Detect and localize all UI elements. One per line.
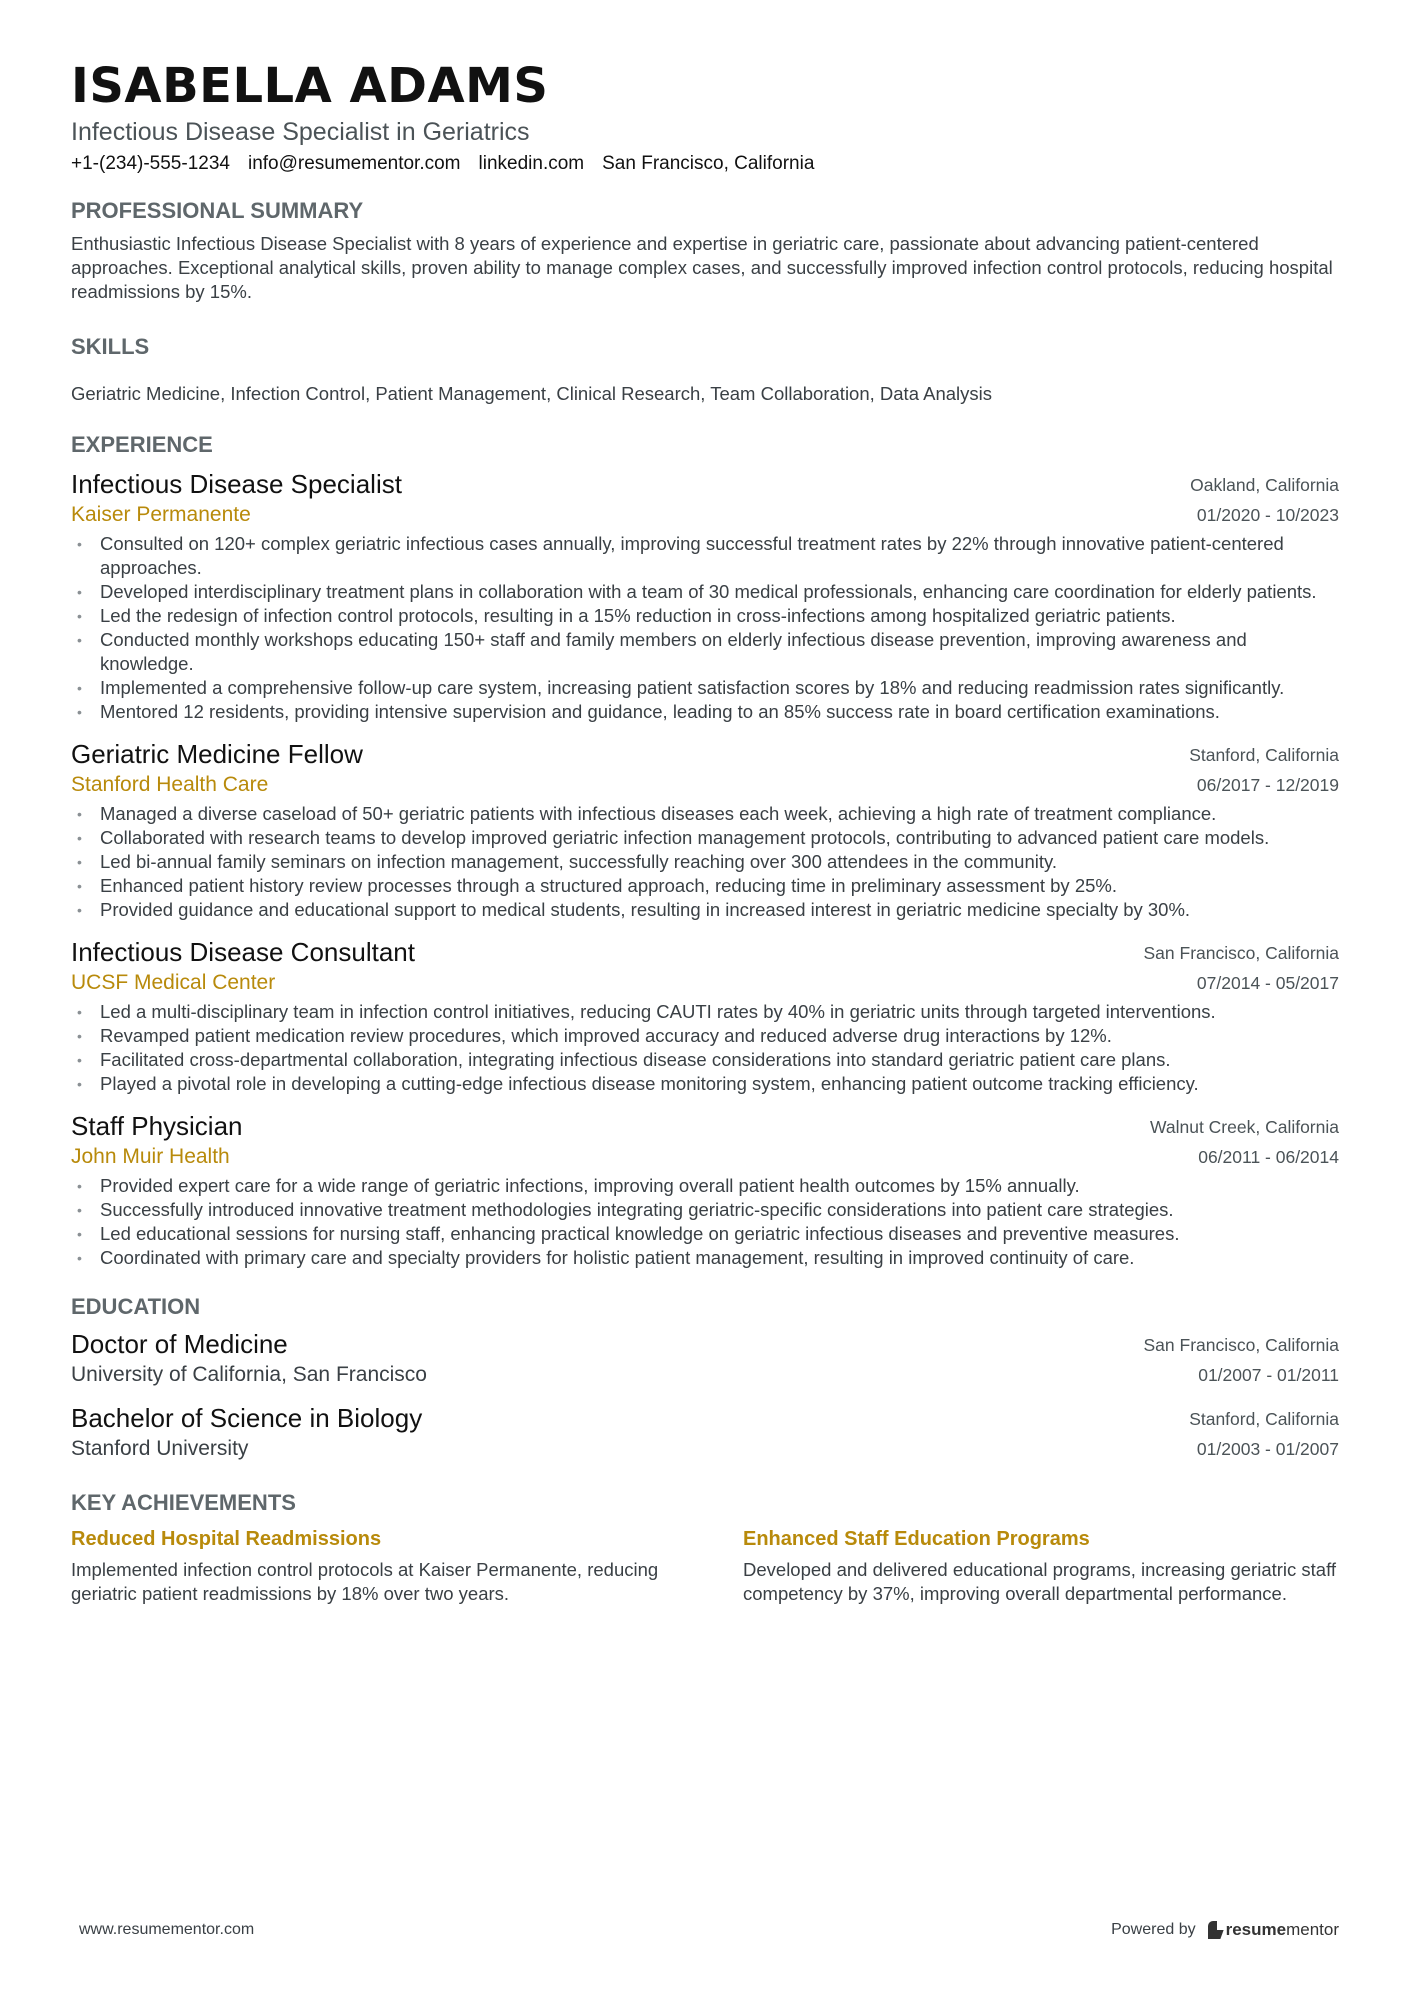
job-bullet: • Conducted monthly workshops educating 150+ staff and family members on elderly infectious disease prevention, improving awareness and knowledge. bbox=[71, 628, 1339, 676]
job-bullet: • Led educational sessions for nursing staff, enhancing practical knowledge on geriatric infectious diseases and preventive measures. bbox=[71, 1222, 1339, 1246]
education-heading: EDUCATION bbox=[71, 1294, 201, 1319]
job-title: Staff Physician bbox=[71, 1111, 243, 1141]
skills-text: Geriatric Medicine, Infection Control, Patient Management, Clinical Research, Team Collaboration, Data Analysis bbox=[71, 383, 992, 404]
job-bullet: • Coordinated with primary care and specialty providers for holistic patient management, resulting in improved continuity of care. bbox=[71, 1246, 1339, 1270]
company-name: Stanford Health Care bbox=[71, 773, 269, 796]
school: University of California, San Francisco bbox=[71, 1363, 427, 1386]
resumementor-logo-icon bbox=[1208, 1921, 1222, 1939]
degree: Doctor of Medicine bbox=[71, 1329, 288, 1359]
company-name: UCSF Medical Center bbox=[71, 971, 276, 994]
job-location: Oakland, California bbox=[1190, 475, 1339, 495]
skills-heading: SKILLS bbox=[71, 334, 150, 359]
job-bullet: • Developed interdisciplinary treatment plans in collaboration with a team of 30 medical professionals, enhancing care coordination for elderly patients. bbox=[71, 580, 1339, 604]
job-dates: 01/2020 - 10/2023 bbox=[1196, 505, 1339, 525]
job-dates: 07/2014 - 05/2017 bbox=[1196, 973, 1339, 993]
job-bullet: • Mentored 12 residents, providing intensive supervision and guidance, leading to an 85% success rate in board certification examinations. bbox=[71, 700, 1339, 724]
education-location: Stanford, California bbox=[1189, 1409, 1339, 1429]
summary-heading: PROFESSIONAL SUMMARY bbox=[71, 198, 364, 223]
school: Stanford University bbox=[71, 1437, 249, 1460]
job-location: San Francisco, California bbox=[1143, 943, 1339, 963]
footer bbox=[79, 1920, 1339, 1940]
job-title: Infectious Disease Specialist bbox=[71, 469, 402, 499]
job-bullet: • Successfully introduced innovative treatment methodologies integrating geriatric-specific considerations into patient care strategies. bbox=[71, 1198, 1339, 1222]
experience-entry bbox=[71, 936, 1339, 1096]
phone: +1-(234)-555-1234 bbox=[71, 153, 230, 174]
achievement-card bbox=[71, 1524, 667, 1606]
achievements-heading: KEY ACHIEVEMENTS bbox=[71, 1490, 296, 1515]
job-bullet: • Provided guidance and educational support to medical students, resulting in increased interest in geriatric medicine specialty by 30%. bbox=[71, 898, 1339, 922]
company-name: John Muir Health bbox=[71, 1145, 230, 1168]
job-bullet: • Revamped patient medication review procedures, which improved accuracy and reduced adverse drug interactions by 12%. bbox=[71, 1024, 1339, 1048]
logo-text-rest: mentor bbox=[1286, 1920, 1339, 1939]
company-name: Kaiser Permanente bbox=[71, 503, 251, 526]
location: San Francisco, California bbox=[602, 153, 815, 174]
job-bullet: • Facilitated cross-departmental collaboration, integrating infectious disease considerations into standard geriatric patient care plans. bbox=[71, 1048, 1339, 1072]
achievement-text: Implemented infection control protocols at Kaiser Permanente, reducing geriatric patient readmissions by 18% over two years. bbox=[71, 1559, 659, 1604]
achievement-text: Developed and delivered educational programs, increasing geriatric staff competency by 37%, improving overall departmental performance. bbox=[743, 1559, 1337, 1604]
job-title: Infectious Disease Consultant bbox=[71, 937, 415, 967]
education-dates: 01/2007 - 01/2011 bbox=[1198, 1365, 1339, 1385]
achievement-card bbox=[743, 1524, 1339, 1606]
achievement-title: Reduced Hospital Readmissions bbox=[71, 1528, 382, 1550]
experience-heading: EXPERIENCE bbox=[71, 432, 213, 457]
job-dates: 06/2011 - 06/2014 bbox=[1198, 1147, 1339, 1167]
job-bullet: • Consulted on 120+ complex geriatric infectious cases annually, improving successful treatment rates by 22% through innovative patient-centered approaches. bbox=[71, 532, 1339, 580]
job-location: Stanford, California bbox=[1189, 745, 1339, 765]
job-bullet: • Managed a diverse caseload of 50+ geriatric patients with infectious diseases each week, achieving a high rate of treatment compliance. bbox=[71, 802, 1339, 826]
candidate-name: ISABELLA ADAMS bbox=[71, 58, 549, 114]
footer-website-link[interactable]: www.resumementor.com bbox=[79, 1921, 255, 1938]
job-bullet: • Led the redesign of infection control protocols, resulting in a 15% reduction in cross-infections among hospitalized geriatric patients. bbox=[71, 604, 1339, 628]
linkedin-link[interactable]: linkedin.com bbox=[478, 153, 585, 174]
contact-row bbox=[71, 150, 1339, 178]
education-entry bbox=[71, 1328, 1339, 1390]
powered-by-label: Powered by bbox=[1111, 1921, 1196, 1938]
achievement-title: Enhanced Staff Education Programs bbox=[743, 1528, 1090, 1550]
job-bullet: • Led a multi-disciplinary team in infection control initiatives, reducing CAUTI rates by 40% in geriatric units through targeted interventions. bbox=[71, 1000, 1339, 1024]
education-entry bbox=[71, 1402, 1339, 1464]
job-title: Geriatric Medicine Fellow bbox=[71, 739, 363, 769]
job-dates: 06/2017 - 12/2019 bbox=[1196, 775, 1339, 795]
degree: Bachelor of Science in Biology bbox=[71, 1403, 423, 1433]
education-dates: 01/2003 - 01/2007 bbox=[1196, 1439, 1339, 1459]
headline: Infectious Disease Specialist in Geriatrics bbox=[71, 118, 530, 146]
job-bullet: • Implemented a comprehensive follow-up care system, increasing patient satisfaction scores by 18% and reducing readmission rates significantly. bbox=[71, 676, 1339, 700]
job-bullet: • Collaborated with research teams to develop improved geriatric infection management protocols, contributing to advanced patient care models. bbox=[71, 826, 1339, 850]
summary-text: Enthusiastic Infectious Disease Specialist with 8 years of experience and expertise in geriatric care, passionate about advancing patient-centered approaches. Exceptional analytical skills, proven ability to manage complex cases, and successfully improved infection control protocols, reducing hospital readmissions by 15%. bbox=[71, 233, 1333, 302]
job-location: Walnut Creek, California bbox=[1149, 1117, 1339, 1137]
experience-entry bbox=[71, 1110, 1339, 1270]
powered-by bbox=[1111, 1920, 1339, 1940]
experience-entry bbox=[71, 738, 1339, 922]
education-location: San Francisco, California bbox=[1143, 1335, 1339, 1355]
email-link[interactable]: info@resumementor.com bbox=[247, 153, 461, 174]
experience-entry bbox=[71, 468, 1339, 724]
logo-text-bold: resume bbox=[1225, 1920, 1287, 1939]
job-bullet: • Enhanced patient history review processes through a structured approach, reducing time in preliminary assessment by 25%. bbox=[71, 874, 1339, 898]
job-bullet: • Led bi-annual family seminars on infection management, successfully reaching over 300 attendees in the community. bbox=[71, 850, 1339, 874]
job-bullet: • Played a pivotal role in developing a cutting-edge infectious disease monitoring system, enhancing patient outcome tracking efficiency. bbox=[71, 1072, 1339, 1096]
resumementor-logo[interactable] bbox=[1208, 1920, 1339, 1940]
achievements-grid bbox=[71, 1524, 1339, 1606]
job-bullet: • Provided expert care for a wide range of geriatric infections, improving overall patient health outcomes by 15% annually. bbox=[71, 1174, 1339, 1198]
